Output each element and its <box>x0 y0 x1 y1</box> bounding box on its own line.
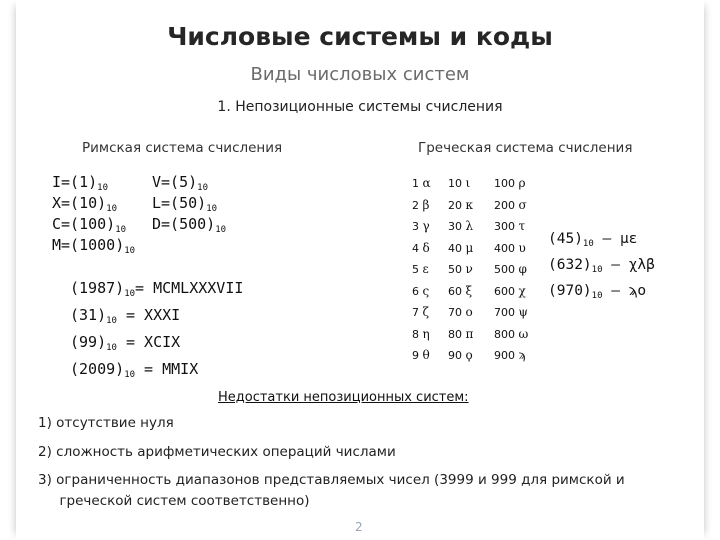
greek-value: 60 <box>448 284 462 298</box>
roman-example: $(99)_{10}$ = XCIX <box>70 333 181 353</box>
greek-numeral-units <box>412 198 429 212</box>
greek-value: 500 <box>494 263 515 276</box>
roman-example: $(1987)_{10}=$ MCMLXXXVII <box>70 279 244 299</box>
greek-numeral-units <box>412 176 431 190</box>
greek-value: 7 <box>412 306 419 319</box>
flaw-item: греческой систем соответственно) <box>38 493 310 509</box>
greek-symbol: γ <box>422 219 430 233</box>
greek-numeral-units <box>412 348 430 362</box>
greek-numeral-units <box>412 284 429 298</box>
greek-value: 9 <box>412 349 419 362</box>
greek-label: Греческая система счисления <box>418 140 633 156</box>
roman-basic-item: $C=(100)_{10}$ <box>52 215 127 235</box>
greek-symbol: ϡ <box>518 348 526 362</box>
roman-examples <box>70 278 243 386</box>
roman-label: Римская система счисления <box>82 140 283 156</box>
roman-example: $(31)_{10}$ = XXXI <box>70 306 181 326</box>
greek-value: 5 <box>412 263 419 276</box>
flaws-heading: Недостатки непозиционных систем: <box>218 390 469 405</box>
greek-numeral-tens <box>448 327 473 341</box>
greek-symbol: χ <box>518 283 526 298</box>
flaw-item: 1) отсутствие нуля <box>38 415 174 431</box>
greek-examples <box>548 229 655 307</box>
greek-value: 900 <box>494 349 515 362</box>
greek-symbol: ψ <box>518 305 528 319</box>
greek-symbol: π <box>465 326 474 341</box>
greek-symbol: φ <box>518 262 527 276</box>
greek-numeral-tens <box>448 305 473 319</box>
page-number: 2 <box>355 520 363 534</box>
greek-symbol: α <box>422 176 431 190</box>
greek-example: $(632)_{10}$ – χλβ <box>548 257 655 275</box>
greek-symbol: ρ <box>518 176 526 190</box>
greek-numeral-hundreds <box>494 198 527 212</box>
greek-value: 10 <box>448 177 462 190</box>
greek-symbol: ν <box>465 262 473 276</box>
greek-numeral-hundreds <box>494 305 528 319</box>
roman-basic-item: $I=(1)_{10}$ <box>52 173 108 193</box>
greek-value: 30 <box>448 220 462 233</box>
greek-value: 20 <box>448 198 462 212</box>
greek-numeral-tens <box>448 262 473 276</box>
greek-numeral-tens <box>448 219 473 233</box>
greek-value: 6 <box>412 284 419 298</box>
greek-value: 4 <box>412 241 419 255</box>
greek-symbol: ω <box>518 326 529 341</box>
greek-numeral-hundreds <box>494 262 527 276</box>
greek-value: 50 <box>448 263 462 276</box>
greek-numeral-units <box>412 241 430 255</box>
greek-symbol: δ <box>422 240 430 255</box>
greek-numeral-units <box>412 327 430 341</box>
greek-value: 100 <box>494 177 515 190</box>
greek-value: 3 <box>412 220 419 233</box>
greek-numeral-hundreds <box>494 176 526 190</box>
section-heading: 1. Непозиционные системы счисления <box>217 99 503 115</box>
greek-symbol: ο <box>465 305 473 319</box>
roman-basic-item: $D=(500)_{10}$ <box>152 215 227 235</box>
greek-value: 300 <box>494 220 515 233</box>
page-title: Числовые системы и коды <box>167 22 553 51</box>
greek-example: $(45)_{10}$ – με <box>548 231 638 249</box>
roman-basic-item: $X=(10)_{10}$ <box>52 194 118 214</box>
greek-numeral-hundreds <box>494 241 526 255</box>
greek-value: 80 <box>448 327 462 341</box>
greek-symbol: ς <box>422 283 430 298</box>
greek-value: 400 <box>494 241 515 255</box>
greek-numeral-tens <box>448 348 473 362</box>
roman-example: $(2009)_{10}$ = MMIX <box>70 360 199 380</box>
roman-basic-item: $L=(50)_{10}$ <box>152 194 218 214</box>
greek-numeral-hundreds <box>494 284 526 298</box>
greek-symbol: κ <box>465 197 473 212</box>
greek-symbol: λ <box>465 219 474 233</box>
greek-value: 70 <box>448 306 462 319</box>
greek-numeral-units <box>412 305 429 319</box>
greek-numeral-units <box>412 219 430 233</box>
page-subtitle: Виды числовых систем <box>250 64 470 85</box>
greek-symbol: τ <box>518 219 526 233</box>
greek-value: 700 <box>494 306 515 319</box>
greek-numeral-tens <box>448 241 473 255</box>
greek-symbol: σ <box>518 197 527 212</box>
greek-symbol: θ <box>422 348 430 362</box>
greek-value: 200 <box>494 198 515 212</box>
greek-value: 1 <box>412 177 419 190</box>
roman-basic-item: $M=(1000)_{10}$ <box>52 236 136 256</box>
greek-numeral-hundreds <box>494 219 525 233</box>
greek-symbol: υ <box>518 240 526 255</box>
greek-value: 800 <box>494 327 515 341</box>
roman-basic-item: $V=(5)_{10}$ <box>152 173 208 193</box>
greek-value: 2 <box>412 198 419 212</box>
greek-symbol: ε <box>422 262 429 276</box>
greek-value: 90 <box>448 349 462 362</box>
greek-symbol: β <box>422 197 430 212</box>
greek-numeral-hundreds <box>494 327 528 341</box>
greek-symbol: ϙ <box>465 348 473 362</box>
greek-symbol: ζ <box>422 305 430 319</box>
flaw-item: 3) ограниченность диапазонов представляемых чисел (3999 и 999 для римской и <box>38 472 625 488</box>
greek-example: $(970)_{10}$ – ϡο <box>548 283 647 301</box>
greek-symbol: μ <box>465 240 474 255</box>
greek-numeral-tens <box>448 198 473 212</box>
greek-symbol: ι <box>465 176 471 190</box>
greek-symbol: η <box>422 326 430 341</box>
flaw-item: 2) сложность арифметических операций числами <box>38 444 396 460</box>
greek-value: 8 <box>412 327 419 341</box>
greek-value: 600 <box>494 284 515 298</box>
greek-numeral-tens <box>448 176 470 190</box>
greek-numeral-hundreds <box>494 348 525 362</box>
greek-numeral-tens <box>448 284 472 298</box>
greek-numeral-units <box>412 262 429 276</box>
greek-value: 40 <box>448 241 462 255</box>
greek-symbol: ξ <box>465 283 473 298</box>
